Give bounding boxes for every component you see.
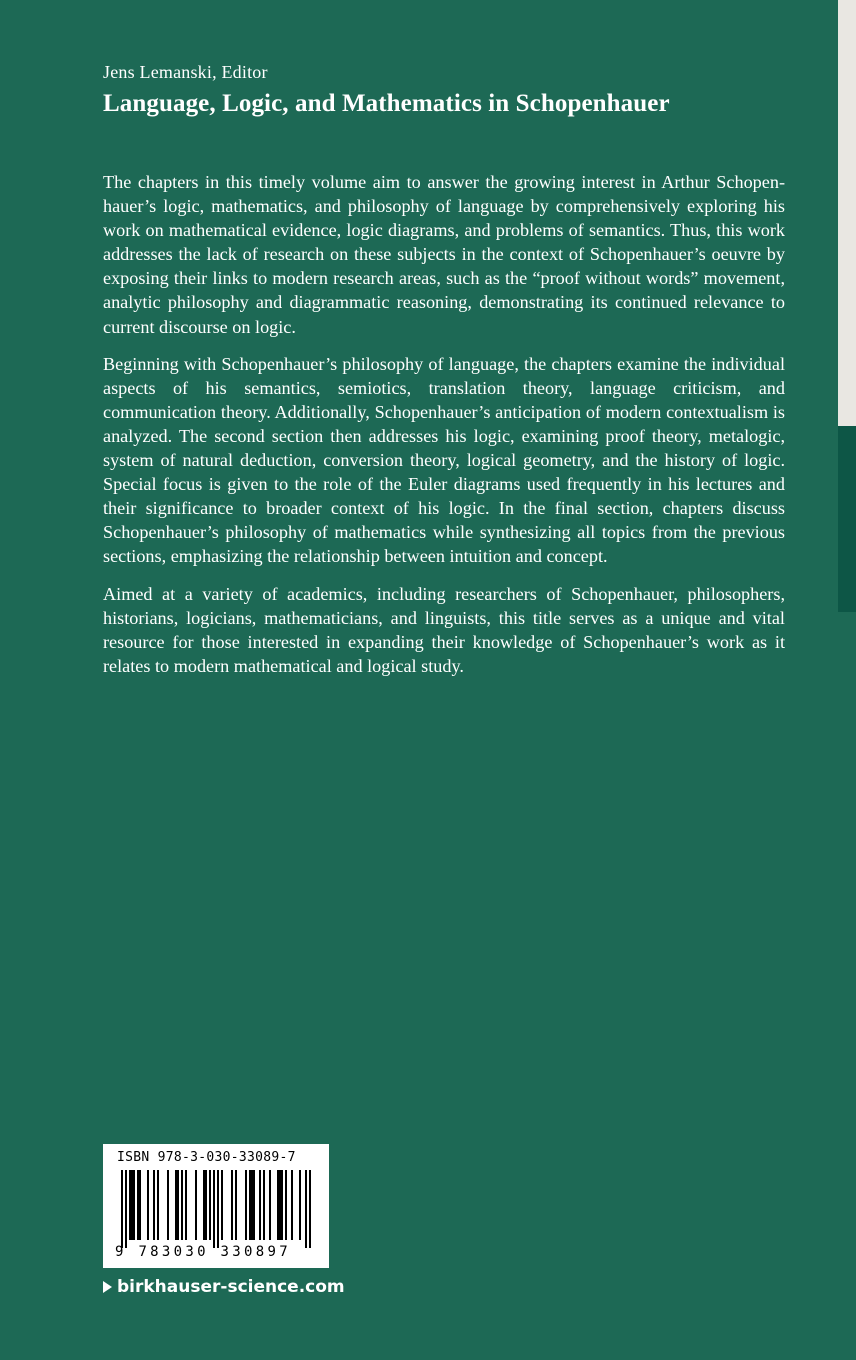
barcode-bar (153, 1170, 155, 1240)
barcode-bar (131, 1170, 133, 1240)
barcode-bar (235, 1170, 237, 1240)
isbn-label: ISBN 978-3-030-33089-7 (117, 1150, 296, 1165)
barcode-bar (121, 1170, 123, 1248)
right-triangle-arrow-icon (103, 1281, 112, 1293)
book-title: Language, Logic, and Mathematics in Schopenhauer (103, 90, 670, 117)
barcode-digits: 9 783030 330897 (115, 1244, 291, 1260)
barcode-bar (185, 1170, 187, 1240)
barcode-bar (137, 1170, 139, 1240)
barcode-bar (291, 1170, 293, 1240)
barcode-bar (203, 1170, 205, 1240)
website-label: birkhauser-science.com (117, 1277, 345, 1297)
barcode-bar (217, 1170, 219, 1248)
barcode-bar (251, 1170, 253, 1240)
barcode-bar (139, 1170, 141, 1240)
spine-strip-dark (838, 426, 856, 612)
barcode-bar (231, 1170, 233, 1240)
barcode-bar (281, 1170, 283, 1240)
barcode-bar (129, 1170, 131, 1240)
barcode-bar (157, 1170, 159, 1240)
barcode-bar (209, 1170, 211, 1240)
barcode-bar (249, 1170, 251, 1240)
barcode-bar (195, 1170, 197, 1240)
blurb-paragraph-2: Beginning with Schopenhauer’s philosophy of language, the chapters examine the individual aspects of his semantics, semiotics, translation theory, language criticism, and communication theory. Additionally, Schopenhauer’s anticipation of modern contextualism is analyzed. The second section then addresses his logic, examining proof theory, metalogic, system of natural deduction, conversion theory, logical geometry, and the history of logic. Special focus is given to the role of the Euler diagrams used frequently in his lectures and their significance to broader context of his logic. In the final section, chapters discuss Schopenhauer’s philosophy of mathematics while synthesizing all topics from the previous sections, emphasizing the relationship between intuition and concept. (103, 353, 785, 567)
barcode-icon (103, 1170, 329, 1248)
barcode-bar (125, 1170, 127, 1248)
barcode-bar (181, 1170, 183, 1240)
barcode-bar (253, 1170, 255, 1240)
barcode-bar (279, 1170, 281, 1240)
editor-line: Jens Lemanski, Editor (103, 62, 268, 82)
isbn-barcode-box (103, 1144, 329, 1268)
barcode-bar (175, 1170, 177, 1240)
barcode-bar (167, 1170, 169, 1240)
barcode-bar (277, 1170, 279, 1240)
barcode-bar (305, 1170, 307, 1248)
barcode-bar (221, 1170, 223, 1240)
barcode-bar (245, 1170, 247, 1240)
barcode-bar (205, 1170, 207, 1240)
barcode-bar (263, 1170, 265, 1240)
blurb-paragraph-1: The chapters in this timely volume aim to answer the growing interest in Arthur Schopenhauer’s logic, mathematics, and philosophy of language by comprehensively exploring his work on mathematical evidence, logic diagrams, and problems of semantics. Thus, this work addresses the lack of research on these subjects in the context of Schopenhauer’s oeuvre by exposing their links to modern research areas, such as the “proof without words” movement, analytic philosophy and diagrammatic reasoning, demonstrating its continued relevance to current discourse on logic. (103, 172, 785, 337)
spine-strip-light (838, 0, 856, 426)
barcode-bar (259, 1170, 261, 1240)
barcode-bar (133, 1170, 135, 1240)
barcode-bar (269, 1170, 271, 1240)
publisher-website-link[interactable] (103, 1277, 345, 1297)
barcode-bar (147, 1170, 149, 1240)
barcode-bar (285, 1170, 287, 1240)
barcode-bar (299, 1170, 301, 1240)
barcode-bar (177, 1170, 179, 1240)
barcode-bar (309, 1170, 311, 1248)
blurb (103, 170, 785, 691)
barcode-bar (213, 1170, 215, 1248)
blurb-paragraph-3: Aimed at a variety of academics, including researchers of Schopenhauer, philosophers, historians, logicians, mathematicians, and linguists, this title serves as a unique and vital resource for those interested in expanding their knowledge of Schopenhauer’s work as it relates to modern mathematical and logical study. (103, 583, 785, 676)
